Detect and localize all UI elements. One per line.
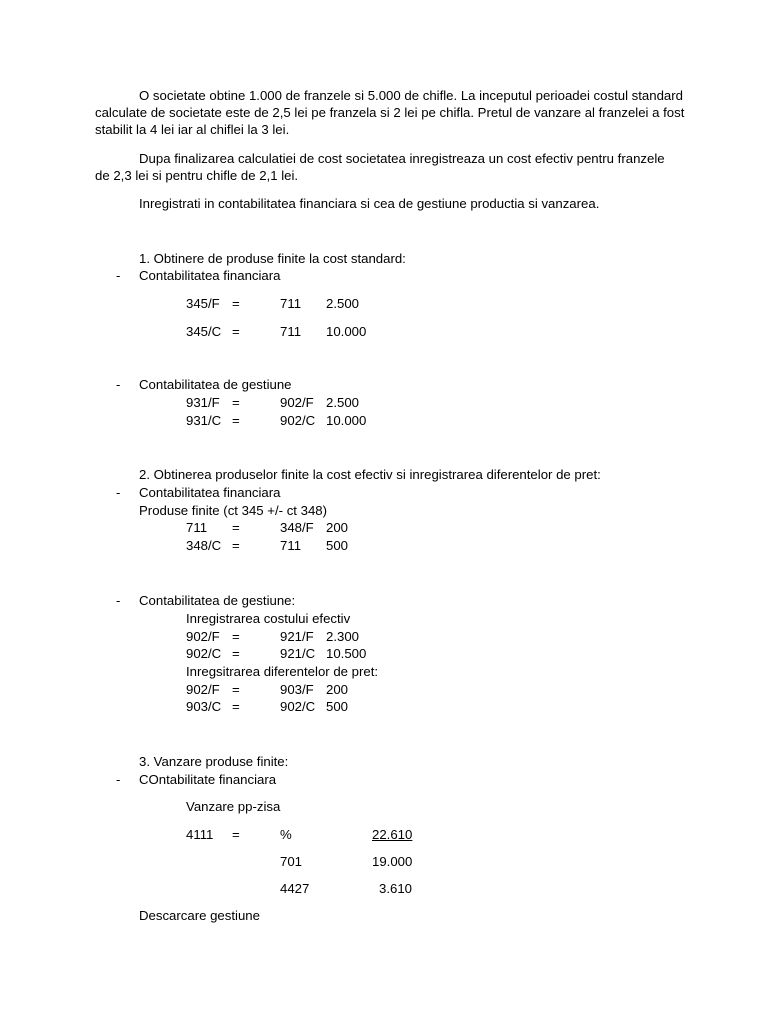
equals-sign: = xyxy=(232,324,240,339)
amount: 10.500 xyxy=(326,646,367,661)
section1-fin-label: Contabilitatea financiara xyxy=(139,268,281,283)
intro-p2-line1: Dupa finalizarea calculatiei de cost societatea inregistreaza un cost efectiv pentru franzele xyxy=(139,151,665,166)
section3-fin-label: COntabilitate financiara xyxy=(139,772,277,787)
total-amount: 22.610 xyxy=(372,827,413,842)
bullet-dash: - xyxy=(116,268,121,283)
debit-account: 931/F xyxy=(186,395,220,410)
amount: 2.500 xyxy=(326,296,360,311)
amount: 3.610 xyxy=(379,881,413,896)
credit-account: 4427 xyxy=(280,881,310,896)
intro-p1-line1: O societate obtine 1.000 de franzele si 5.000 de chifle. La inceputul perioadei costul standard xyxy=(139,88,683,103)
equals-sign: = xyxy=(232,646,240,661)
credit-account: 903/F xyxy=(280,682,314,697)
debit-account: 902/F xyxy=(186,682,220,697)
credit-account: 902/C xyxy=(280,699,316,714)
section1-gest-label: Contabilitatea de gestiune xyxy=(139,377,292,392)
intro-p1-line3: stabilit la 4 lei iar al chiflei la 3 lei. xyxy=(95,122,290,137)
credit-account: 348/F xyxy=(280,520,314,535)
debit-account: 903/C xyxy=(186,699,222,714)
equals-sign: = xyxy=(232,699,240,714)
debit-account: 348/C xyxy=(186,538,222,553)
equals-sign: = xyxy=(232,682,240,697)
debit-account: 711 xyxy=(186,520,208,535)
debit-account: 4111 xyxy=(186,827,214,842)
amount: 10.000 xyxy=(326,324,367,339)
credit-account: 711 xyxy=(280,324,302,339)
intro-p3: Inregistrati in contabilitatea financiara si cea de gestiune productia si vanzarea. xyxy=(139,196,600,211)
percent-sign: % xyxy=(280,827,292,842)
credit-account: 711 xyxy=(280,296,302,311)
equals-sign: = xyxy=(232,395,240,410)
debit-account: 931/C xyxy=(186,413,222,428)
credit-account: 701 xyxy=(280,854,303,869)
bullet-dash: - xyxy=(116,485,121,500)
bullet-dash: - xyxy=(116,593,121,608)
section3-desc-label: Descarcare gestiune xyxy=(139,908,260,923)
amount: 500 xyxy=(326,699,349,714)
section3-sale-label: Vanzare pp-zisa xyxy=(186,799,281,814)
equals-sign: = xyxy=(232,827,240,842)
amount: 2.300 xyxy=(326,629,360,644)
credit-account: 902/C xyxy=(280,413,316,428)
equals-sign: = xyxy=(232,296,240,311)
amount: 10.000 xyxy=(326,413,367,428)
amount: 200 xyxy=(326,682,349,697)
section2-gest-sub1: Inregistrarea costului efectiv xyxy=(186,611,351,626)
debit-account: 902/C xyxy=(186,646,222,661)
equals-sign: = xyxy=(232,629,240,644)
credit-account: 902/F xyxy=(280,395,314,410)
debit-account: 345/F xyxy=(186,296,220,311)
credit-account: 711 xyxy=(280,538,302,553)
section2-fin-label: Contabilitatea financiara xyxy=(139,485,281,500)
credit-account: 921/F xyxy=(280,629,314,644)
section2-gest-label: Contabilitatea de gestiune: xyxy=(139,593,296,608)
equals-sign: = xyxy=(232,520,240,535)
section1-title: 1. Obtinere de produse finite la cost standard: xyxy=(139,251,406,266)
credit-account: 921/C xyxy=(280,646,316,661)
debit-account: 902/F xyxy=(186,629,220,644)
equals-sign: = xyxy=(232,413,240,428)
debit-account: 345/C xyxy=(186,324,222,339)
amount: 2.500 xyxy=(326,395,360,410)
bullet-dash: - xyxy=(116,772,121,787)
section3-title: 3. Vanzare produse finite: xyxy=(139,754,289,769)
section2-title: 2. Obtinerea produselor finite la cost efectiv si inregistrarea diferentelor de pret: xyxy=(139,467,601,482)
bullet-dash: - xyxy=(116,377,121,392)
section2-fin-sub: Produse finite (ct 345 +/- ct 348) xyxy=(139,503,328,518)
intro-p2-line2: de 2,3 lei si pentru chifle de 2,1 lei. xyxy=(95,168,299,183)
intro-p1-line2: calculate de societate este de 2,5 lei pe franzela si 2 lei pe chifla. Pretul de vanzare al franzelei a fost xyxy=(95,105,685,120)
amount: 200 xyxy=(326,520,349,535)
equals-sign: = xyxy=(232,538,240,553)
amount: 19.000 xyxy=(372,854,413,869)
amount: 500 xyxy=(326,538,349,553)
section2-gest-sub2: Inregsitrarea diferentelor de pret: xyxy=(186,664,379,679)
